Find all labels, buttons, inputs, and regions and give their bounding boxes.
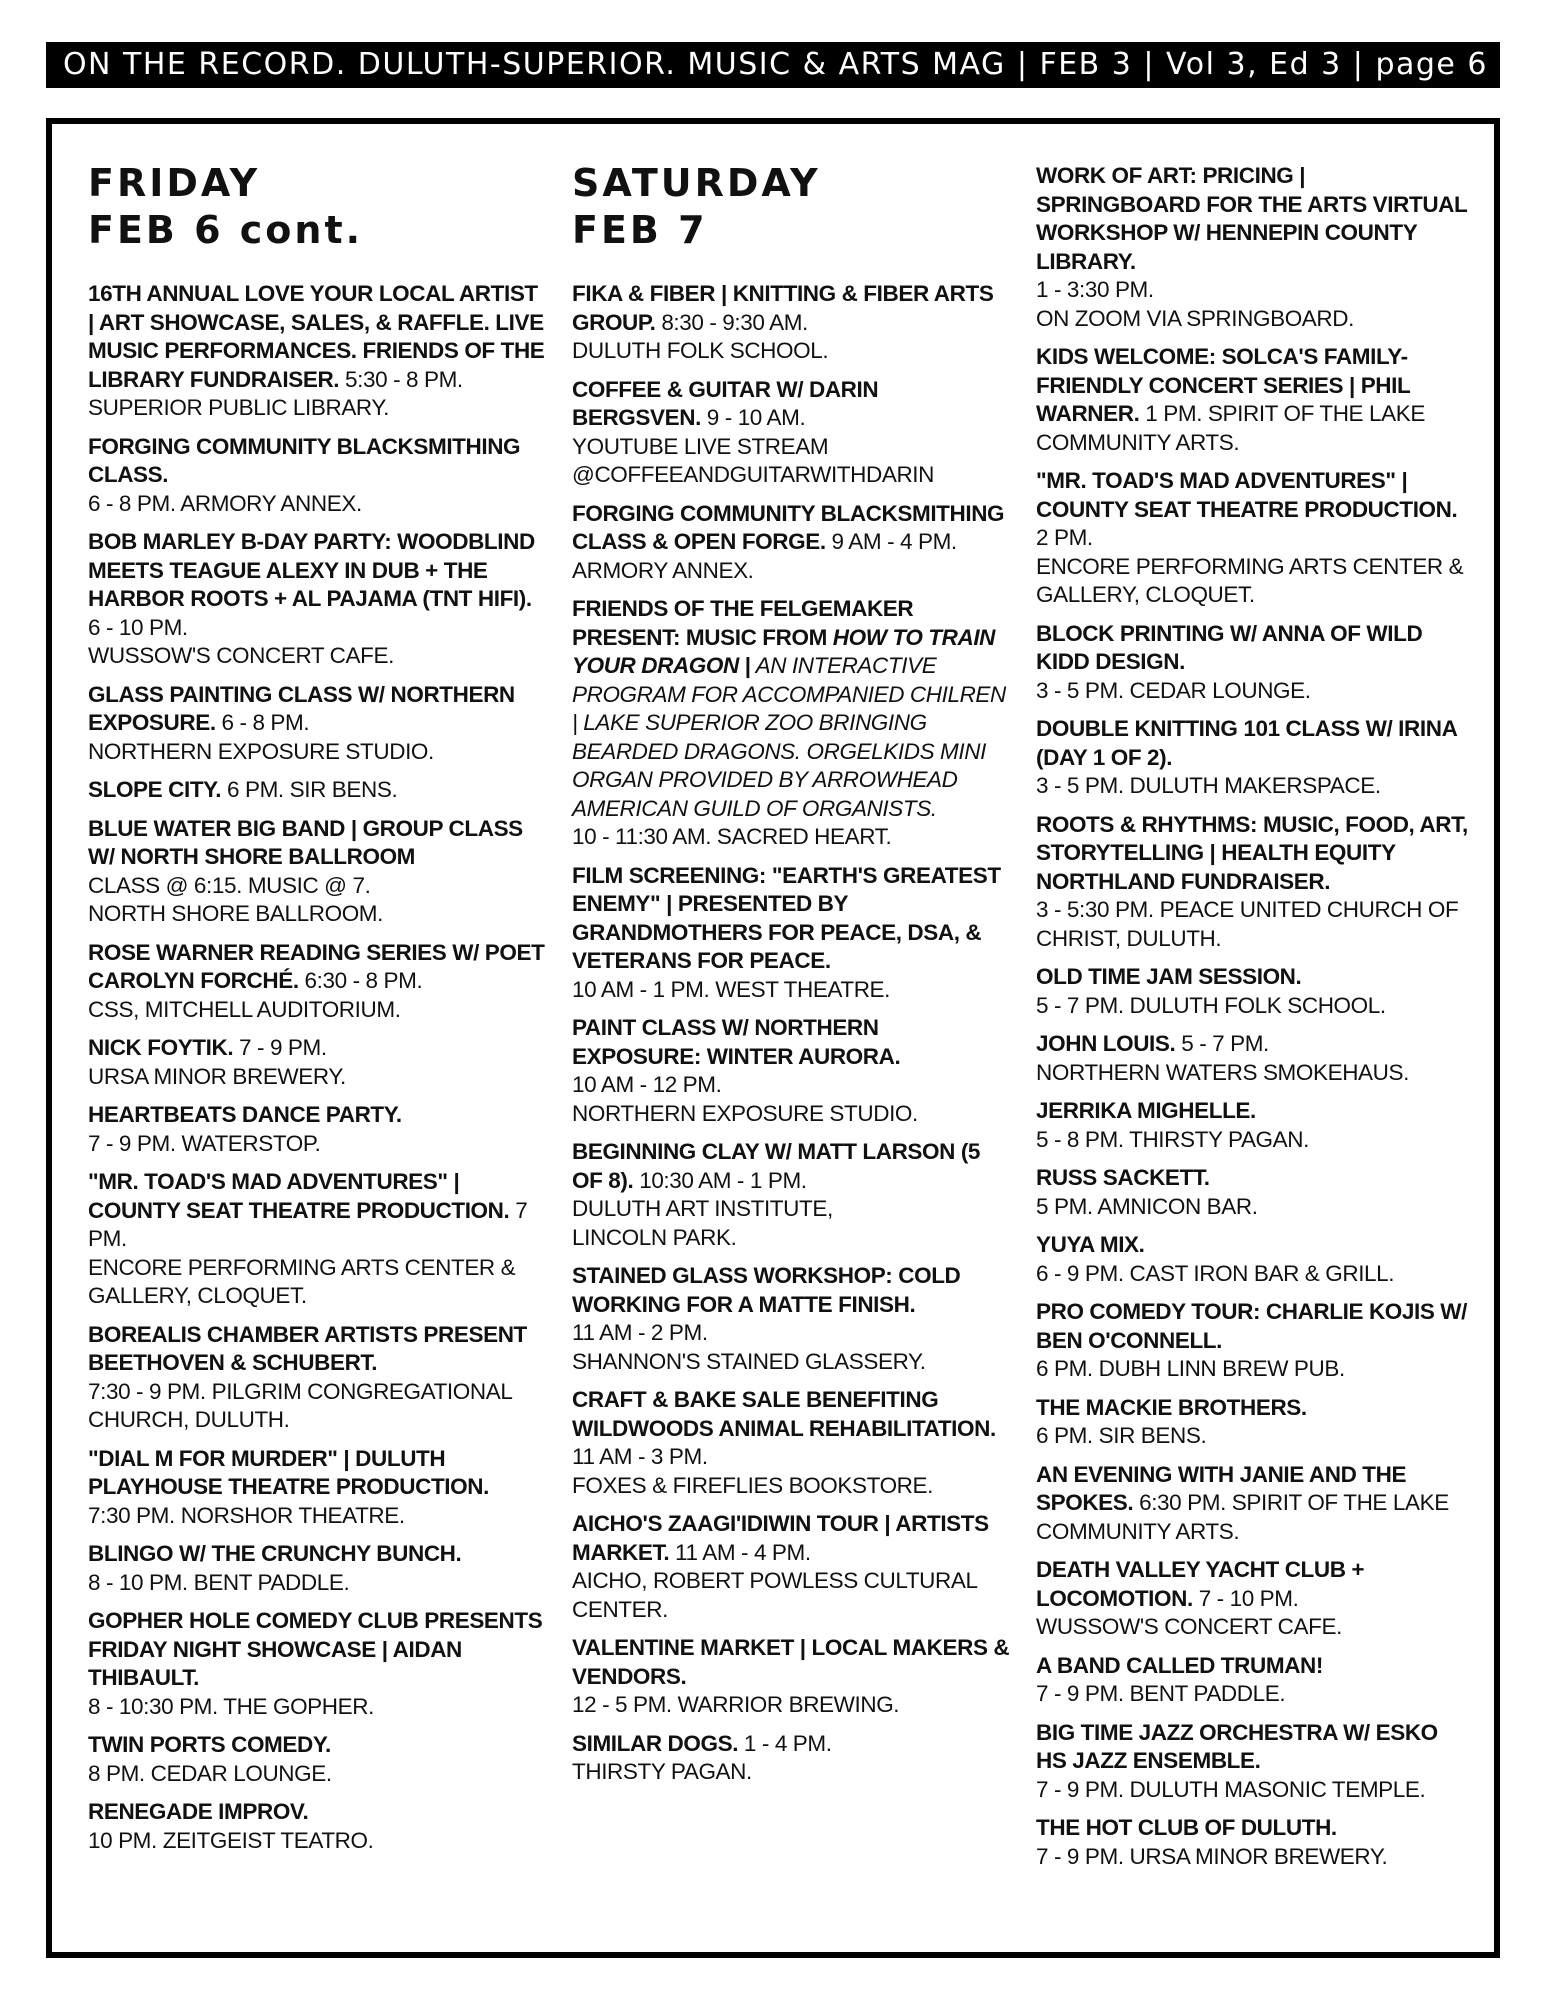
event-list	[572, 280, 1012, 1787]
event-item	[88, 433, 546, 519]
event-title: GLASS PAINTING CLASS W/ NORTHERN EXPOSURE.	[88, 681, 515, 735]
event-item	[1036, 1719, 1472, 1805]
event-detail: 11 AM - 3 PM.	[572, 1444, 708, 1469]
event-item	[572, 1014, 1012, 1128]
event-detail: SUPERIOR PUBLIC LIBRARY.	[88, 395, 389, 420]
event-detail: 6 PM. DUBH LINN BREW PUB.	[1036, 1356, 1345, 1381]
event-title: BOREALIS CHAMBER ARTISTS PRESENT BEETHOVEN & SCHUBERT.	[88, 1321, 527, 1375]
event-detail: 10 AM - 12 PM.	[572, 1072, 722, 1097]
event-title: CRAFT & BAKE SALE BENEFITING WILDWOODS ANIMAL REHABILITATION.	[572, 1387, 996, 1441]
event-item	[88, 776, 546, 805]
event-detail: 2 PM.	[1036, 525, 1093, 550]
event-detail: 7 - 9 PM. WATERSTOP.	[88, 1130, 321, 1156]
event-title: FORGING COMMUNITY BLACKSMITHING CLASS & OPEN FORGE.	[572, 500, 1005, 554]
event-item	[1036, 1097, 1472, 1154]
event-title: KIDS WELCOME: SOLCA'S FAMILY-FRIENDLY CONCERT SERIES | PHIL WARNER.	[1036, 344, 1410, 426]
event-title: JERRIKA MIGHELLE.	[1036, 1098, 1256, 1123]
event-title: BEGINNING CLAY W/ MATT LARSON (5 OF 8).	[572, 1139, 981, 1193]
event-detail: LINCOLN PARK.	[572, 1224, 737, 1250]
event-item	[88, 280, 546, 423]
event-item	[572, 862, 1012, 1005]
event-item	[1036, 620, 1472, 706]
event-detail: 3 - 5:30 PM. PEACE UNITED CHURCH OF CHRIST, DULUTH.	[1036, 897, 1459, 951]
event-detail: 6:30 PM. SPIRIT OF THE LAKE COMMUNITY ARTS.	[1036, 1490, 1449, 1544]
event-detail: 1 - 4 PM.	[738, 1730, 832, 1756]
event-detail: 6 - 10 PM.	[88, 614, 188, 640]
event-list	[88, 280, 546, 1855]
event-detail: 7 - 9 PM. DULUTH MASONIC TEMPLE.	[1036, 1776, 1426, 1802]
column-saturday-cont	[1036, 162, 1472, 1881]
event-detail: 8 - 10 PM. BENT PADDLE.	[88, 1569, 350, 1595]
event-detail: ENCORE PERFORMING ARTS CENTER & GALLERY, CLOQUET.	[88, 1254, 516, 1308]
event-detail: 9 - 10 AM.	[700, 405, 806, 430]
event-item	[88, 1034, 546, 1091]
event-detail: 10 PM. ZEITGEIST TEATRO.	[88, 1827, 374, 1853]
event-detail: WUSSOW'S CONCERT CAFE.	[88, 643, 394, 668]
event-item	[1036, 1394, 1472, 1451]
event-item	[1036, 162, 1472, 333]
event-title: GOPHER HOLE COMEDY CLUB PRESENTS FRIDAY NIGHT SHOWCASE | AIDAN THIBAULT.	[88, 1608, 543, 1690]
event-title: DEATH VALLEY YACHT CLUB + LOCOMOTION.	[1036, 1557, 1365, 1611]
header-title: ON THE RECORD. DULUTH-SUPERIOR. MUSIC & ARTS MAG | FEB 3 | Vol 3, Ed 3 | page 6	[62, 47, 1488, 82]
event-title: WORK OF ART: PRICING | SPRINGBOARD FOR THE ARTS VIRTUAL WORKSHOP W/ HENNEPIN COUNTY LIBRARY.	[1036, 163, 1467, 274]
event-detail: 5:30 - 8 PM.	[339, 366, 463, 392]
event-title: VALENTINE MARKET | LOCAL MAKERS & VENDORS.	[572, 1635, 1010, 1689]
header-bar	[46, 42, 1500, 88]
event-detail: 10:30 AM - 1 PM.	[633, 1167, 807, 1193]
event-title: JOHN LOUIS.	[1036, 1031, 1176, 1056]
event-title: HEARTBEATS DANCE PARTY.	[88, 1102, 402, 1127]
column-friday	[88, 160, 546, 1865]
event-detail: 6 - 9 PM. CAST IRON BAR & GRILL.	[1036, 1260, 1395, 1286]
event-item	[88, 1445, 546, 1531]
event-detail: YOUTUBE LIVE STREAM	[572, 433, 829, 459]
day-heading	[572, 160, 1012, 254]
event-detail: 5 - 8 PM. THIRSTY PAGAN.	[1036, 1126, 1309, 1152]
event-title: BLINGO W/ THE CRUNCHY BUNCH.	[88, 1541, 462, 1566]
event-title: COFFEE & GUITAR W/ DARIN BERGSVEN.	[572, 376, 879, 430]
event-item	[1036, 1298, 1472, 1384]
event-detail: THIRSTY PAGAN.	[572, 1759, 752, 1784]
event-item	[572, 595, 1012, 852]
event-detail: 6 PM. SIR BENS.	[1036, 1423, 1207, 1448]
event-detail: 1 PM. SPIRIT OF THE LAKE COMMUNITY ARTS.	[1036, 401, 1425, 455]
event-item	[572, 1730, 1012, 1787]
event-item	[572, 1510, 1012, 1624]
event-item	[1036, 1556, 1472, 1642]
event-item	[1036, 1814, 1472, 1871]
event-item	[88, 1101, 546, 1158]
event-detail: CSS, MITCHELL AUDITORIUM.	[88, 996, 401, 1022]
event-title: FRIENDS OF THE FELGEMAKER PRESENT: MUSIC FROM	[572, 596, 914, 650]
event-title: A BAND CALLED TRUMAN!	[1036, 1652, 1323, 1678]
event-item	[1036, 1030, 1472, 1087]
event-title: "MR. TOAD'S MAD ADVENTURES" | COUNTY SEAT THEATRE PRODUCTION.	[1036, 468, 1458, 522]
event-item	[572, 1386, 1012, 1500]
event-title: YUYA MIX.	[1036, 1232, 1145, 1257]
event-detail: 10 - 11:30 AM. SACRED HEART.	[572, 824, 892, 849]
event-detail: AICHO, ROBERT POWLESS CULTURAL CENTER.	[572, 1568, 977, 1622]
event-detail: 5 PM. AMNICON BAR.	[1036, 1193, 1258, 1219]
event-title: AN EVENING WITH JANIE AND THE SPOKES.	[1036, 1461, 1407, 1515]
event-detail: 8 PM. CEDAR LOUNGE.	[88, 1760, 332, 1786]
event-item	[1036, 1231, 1472, 1288]
event-item	[1036, 343, 1472, 457]
day-heading-line1: FRIDAY	[88, 161, 261, 205]
column-saturday	[572, 160, 1012, 1797]
event-detail: 12 - 5 PM. WARRIOR BREWING.	[572, 1692, 900, 1717]
event-title: FORGING COMMUNITY BLACKSMITHING CLASS.	[88, 433, 521, 487]
event-detail: 11 AM - 4 PM.	[669, 1539, 811, 1565]
event-item	[572, 1138, 1012, 1252]
event-detail: 6:30 - 8 PM.	[298, 968, 423, 993]
event-item	[88, 939, 546, 1025]
event-title: PRO COMEDY TOUR: CHARLIE KOJIS W/ BEN O'CONNELL.	[1036, 1299, 1467, 1353]
event-title: OLD TIME JAM SESSION.	[1036, 964, 1302, 989]
event-detail: @COFFEEANDGUITARWITHDARIN	[572, 462, 935, 487]
event-item	[1036, 715, 1472, 801]
event-detail: NORTHERN WATERS SMOKEHAUS.	[1036, 1059, 1409, 1085]
event-item	[88, 1607, 546, 1721]
event-item	[572, 1262, 1012, 1376]
event-title: PAINT CLASS W/ NORTHERN EXPOSURE: WINTER AURORA.	[572, 1015, 901, 1069]
event-item	[88, 1731, 546, 1788]
day-heading	[88, 160, 546, 254]
event-detail: 6 - 8 PM.	[215, 710, 310, 735]
event-item	[572, 280, 1012, 366]
event-title: SLOPE CITY.	[88, 777, 222, 802]
event-item	[1036, 1461, 1472, 1547]
event-detail: DULUTH ART INSTITUTE,	[572, 1196, 833, 1221]
event-title: NICK FOYTIK.	[88, 1035, 234, 1060]
event-item	[1036, 811, 1472, 954]
event-title: AICHO'S ZAAGI'IDIWIN TOUR | ARTISTS MARKET.	[572, 1511, 989, 1565]
event-title: BLUE WATER BIG BAND | GROUP CLASS W/ NORTH SHORE BALLROOM	[88, 815, 523, 869]
event-item	[1036, 1652, 1472, 1709]
event-item	[572, 1634, 1012, 1720]
event-title-italic: HOW TO TRAIN YOUR DRAGON	[572, 624, 996, 678]
event-detail: SHANNON'S STAINED GLASSERY.	[572, 1348, 926, 1374]
event-detail: 7 - 9 PM. BENT PADDLE.	[1036, 1681, 1286, 1706]
event-detail: 7:30 - 9 PM. PILGRIM CONGREGATIONAL CHURCH, DULUTH.	[88, 1378, 512, 1432]
event-detail: 8:30 - 9:30 AM.	[655, 309, 808, 335]
event-detail: FOXES & FIREFLIES BOOKSTORE.	[572, 1472, 933, 1498]
event-title: DOUBLE KNITTING 101 CLASS W/ IRINA (DAY 1 OF 2).	[1036, 716, 1457, 770]
event-detail: 7 - 9 PM.	[233, 1035, 327, 1060]
events-frame	[46, 118, 1500, 1958]
event-detail: 10 AM - 1 PM. WEST THEATRE.	[572, 976, 891, 1002]
event-title: TWIN PORTS COMEDY.	[88, 1732, 331, 1757]
event-list	[1036, 162, 1472, 1871]
event-title: "MR. TOAD'S MAD ADVENTURES" | COUNTY SEAT THEATRE PRODUCTION.	[88, 1169, 510, 1223]
event-item	[88, 1321, 546, 1435]
event-title: ROSE WARNER READING SERIES W/ POET CAROLYN FORCHÉ.	[88, 939, 545, 993]
event-detail: 7 - 10 PM.	[1192, 1585, 1299, 1611]
event-title: THE MACKIE BROTHERS.	[1036, 1394, 1307, 1420]
event-title: RUSS SACKETT.	[1036, 1165, 1210, 1190]
event-detail: NORTHERN EXPOSURE STUDIO.	[572, 1100, 918, 1126]
event-item	[572, 376, 1012, 490]
event-detail: 7 - 9 PM. URSA MINOR BREWERY.	[1036, 1843, 1388, 1869]
event-detail: WUSSOW'S CONCERT CAFE.	[1036, 1614, 1342, 1639]
event-detail: 6 - 8 PM. ARMORY ANNEX.	[88, 490, 362, 516]
event-detail: 7:30 PM. NORSHOR THEATRE.	[88, 1502, 405, 1528]
event-detail: ENCORE PERFORMING ARTS CENTER & GALLERY, CLOQUET.	[1036, 553, 1464, 607]
event-detail: URSA MINOR BREWERY.	[88, 1063, 346, 1089]
event-item	[1036, 467, 1472, 610]
event-title: RENEGADE IMPROV.	[88, 1799, 309, 1824]
event-title: ROOTS & RHYTHMS: MUSIC, FOOD, ART, STORYTELLING | HEALTH EQUITY NORTHLAND FUNDRAISER.	[1036, 811, 1468, 894]
event-item	[88, 1168, 546, 1311]
event-detail: 3 - 5 PM. DULUTH MAKERSPACE.	[1036, 773, 1381, 798]
event-title: FILM SCREENING: "EARTH'S GREATEST ENEMY" | PRESENTED BY GRANDMOTHERS FOR PEACE, DSA, & VETERANS FOR PEACE.	[572, 862, 1001, 973]
event-detail: NORTHERN EXPOSURE STUDIO.	[88, 738, 434, 764]
event-description: AN INTERACTIVE PROGRAM FOR ACCOMPANIED CHILREN | LAKE SUPERIOR ZOO BRINGING BEARDED DRAGONS. ORGELKIDS MINI ORGAN PROVIDED BY ARROWHEAD AMERICAN GUILD OF ORGANISTS.	[572, 653, 1006, 821]
event-title: 16TH ANNUAL LOVE YOUR LOCAL ARTIST | ART SHOWCASE, SALES, & RAFFLE. LIVE MUSIC PERFORMANCES. FRIENDS OF THE LIBRARY FUNDRAISER.	[88, 281, 545, 392]
event-detail: CLASS @ 6:15. MUSIC @ 7.	[88, 872, 371, 898]
event-item	[88, 1798, 546, 1855]
event-title: THE HOT CLUB OF DULUTH.	[1036, 1815, 1337, 1840]
event-detail: 5 - 7 PM. DULUTH FOLK SCHOOL.	[1036, 992, 1386, 1018]
event-title-tail: |	[738, 653, 751, 678]
event-detail: 11 AM - 2 PM.	[572, 1320, 708, 1345]
event-detail: 1 - 3:30 PM.	[1036, 277, 1154, 302]
event-title: BOB MARLEY B-DAY PARTY: WOODBLIND MEETS TEAGUE ALEXY IN DUB + THE HARBOR ROOTS + AL PAJAMA (TNT HIFI).	[88, 529, 535, 611]
event-detail: 3 - 5 PM. CEDAR LOUNGE.	[1036, 677, 1311, 703]
event-title: SIMILAR DOGS.	[572, 1730, 739, 1756]
event-item	[88, 1540, 546, 1597]
event-title: BIG TIME JAZZ ORCHESTRA W/ ESKO HS JAZZ ENSEMBLE.	[1036, 1719, 1438, 1773]
event-title: FIKA & FIBER | KNITTING & FIBER ARTS GROUP.	[572, 281, 994, 335]
event-detail: NORTH SHORE BALLROOM.	[88, 901, 383, 926]
event-item	[1036, 1164, 1472, 1221]
event-item	[88, 815, 546, 929]
event-item	[88, 528, 546, 671]
event-detail: 9 AM - 4 PM.	[825, 529, 957, 554]
event-detail: 6 PM. SIR BENS.	[221, 777, 398, 802]
event-title: "DIAL M FOR MURDER" | DULUTH PLAYHOUSE THEATRE PRODUCTION.	[88, 1445, 489, 1499]
event-detail: DULUTH FOLK SCHOOL.	[572, 338, 829, 363]
event-title: STAINED GLASS WORKSHOP: COLD WORKING FOR A MATTE FINISH.	[572, 1263, 961, 1317]
event-item	[1036, 963, 1472, 1020]
event-detail: 8 - 10:30 PM. THE GOPHER.	[88, 1693, 374, 1719]
event-detail: ARMORY ANNEX.	[572, 557, 754, 583]
event-item	[572, 500, 1012, 586]
event-detail: 5 - 7 PM.	[1175, 1031, 1269, 1056]
day-heading-line2: FEB 7	[572, 208, 708, 252]
event-title: BLOCK PRINTING W/ ANNA OF WILD KIDD DESIGN.	[1036, 620, 1423, 674]
event-item	[88, 681, 546, 767]
event-detail: ON ZOOM VIA SPRINGBOARD.	[1036, 305, 1354, 331]
day-heading-line1: SATURDAY	[572, 161, 821, 205]
event-detail: 7 PM.	[88, 1197, 528, 1251]
day-heading-line2: FEB 6 cont.	[88, 208, 364, 252]
